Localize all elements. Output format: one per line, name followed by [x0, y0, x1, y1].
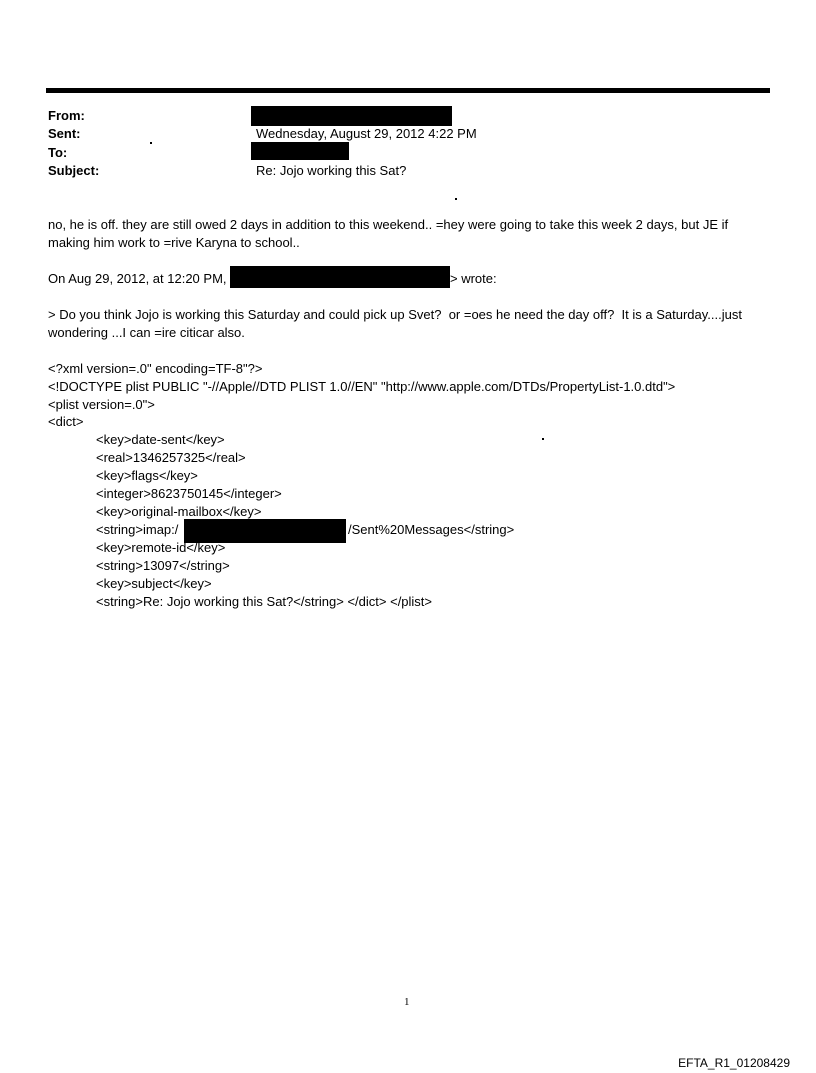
plist-line: <real>1346257325</real>: [96, 450, 246, 465]
scan-speck: [542, 438, 544, 440]
plist-line: <key>date-sent</key>: [96, 432, 225, 447]
reply-line-2: making him work to =rive Karyna to school..: [48, 235, 300, 250]
quote-intro-pre: On Aug 29, 2012, at 12:20 PM,: [48, 271, 227, 286]
plist-line: <integer>8623750145</integer>: [96, 486, 282, 501]
quoted-line-2: wondering ...I can =ire citicar also.: [48, 325, 245, 340]
plist-line: <key>subject</key>: [96, 576, 212, 591]
scan-speck: [455, 198, 457, 200]
to-redaction: [251, 142, 349, 160]
plist-line: <key>original-mailbox</key>: [96, 504, 262, 519]
sent-label: Sent:: [48, 126, 81, 141]
dict-open: <dict>: [48, 414, 84, 429]
page-number: 1: [404, 996, 410, 1008]
sender-redaction: [230, 266, 450, 288]
plist-line: <key>flags</key>: [96, 468, 198, 483]
from-label: From:: [48, 108, 85, 123]
reply-line-1: no, he is off. they are still owed 2 days in addition to this weekend.. =hey were going to take this week 2 days, but JE if: [48, 217, 729, 232]
plist-line: <string>13097</string>: [96, 558, 230, 573]
subject-value: Re: Jojo working this Sat?: [256, 163, 407, 178]
header-rule: [46, 88, 770, 93]
xml-declaration: <?xml version=.0" encoding=TF-8"?>: [48, 361, 263, 376]
remote-id-key: <key>remote-id</key>: [96, 540, 226, 555]
subject-label: Subject:: [48, 163, 100, 178]
plist-line: <string>Re: Jojo working this Sat?</string> </dict> </plist>: [96, 594, 433, 609]
scan-speck: [150, 142, 152, 144]
document-id-footer: EFTA_R1_01208429: [678, 1056, 790, 1070]
quoted-line-1: > Do you think Jojo is working this Saturday and could pick up Svet? or =oes he need the day off? It is a Saturday....just: [48, 307, 742, 322]
from-redaction: [251, 106, 452, 126]
to-label: To:: [48, 145, 68, 160]
sent-value: Wednesday, August 29, 2012 4:22 PM: [256, 126, 477, 141]
quote-intro-post: > wrote:: [450, 271, 497, 286]
imap-string-post: /Sent%20Messages</string>: [348, 522, 515, 537]
doctype-line: <!DOCTYPE plist PUBLIC "-//Apple//DTD PLIST 1.0//EN" "http://www.apple.com/DTDs/PropertyList-1.0.dtd">: [48, 379, 676, 394]
plist-open: <plist version=.0">: [48, 397, 155, 412]
imap-string-pre: <string>imap:/: [96, 522, 179, 537]
